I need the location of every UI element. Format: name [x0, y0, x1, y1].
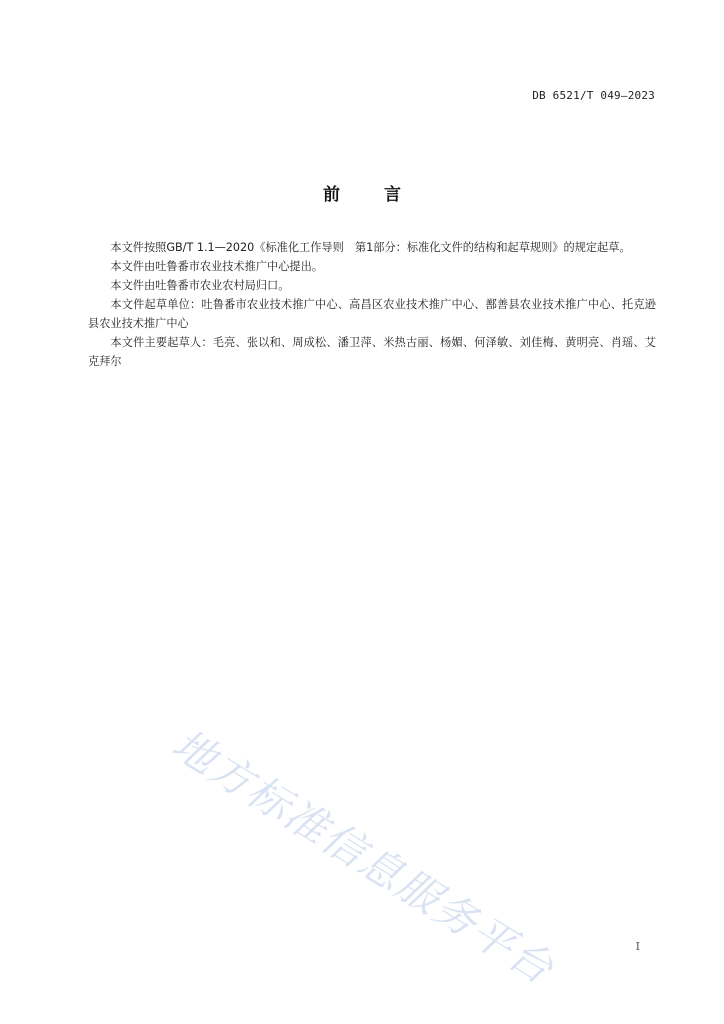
watermark: 地方标准信息服务平台 [163, 719, 563, 995]
paragraph-drafting-rule: 本文件按照GB/T 1.1—2020《标准化工作导则 第1部分：标准化文件的结构和起草规则》的规定起草。 [110, 241, 631, 254]
body-text [88, 238, 656, 371]
page-number: I [635, 940, 640, 953]
paragraph-drafting-units: 本文件起草单位：吐鲁番市农业技术推广中心、高昌区农业技术推广中心、鄯善县农业技术推广中心、托克逊县农业技术推广中心 [88, 298, 656, 330]
document-code: DB 6521/T 049—2023 [532, 89, 655, 102]
paragraph-administrator: 本文件由吐鲁番市农业农村局归口。 [110, 279, 290, 292]
paragraph-drafters: 本文件主要起草人：毛亮、张以和、周成松、潘卫萍、米热古丽、杨媚、何泽敏、刘佳梅、黄明亮、肖瑶、艾克拜尔 [88, 336, 656, 368]
paragraph-proposer: 本文件由吐鲁番市农业技术推广中心提出。 [110, 260, 323, 273]
section-title: 前言 [323, 185, 445, 205]
